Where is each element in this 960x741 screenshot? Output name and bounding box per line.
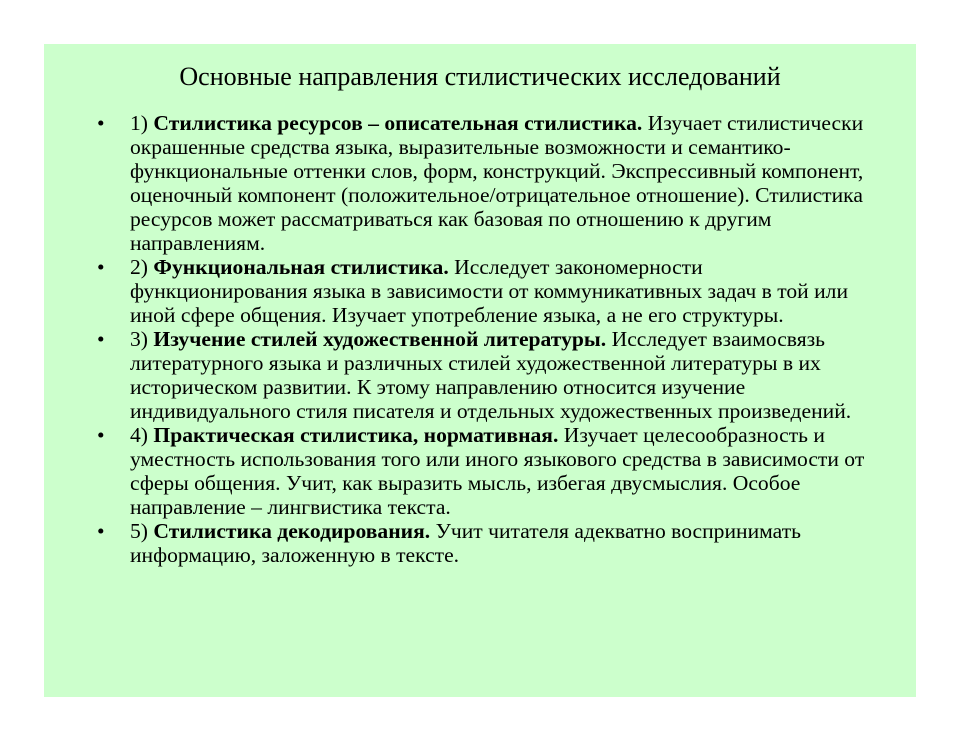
item-number: 4)	[130, 423, 148, 447]
item-heading: Стилистика ресурсов – описательная стилистика.	[153, 111, 643, 135]
item-text: Учит читателя адекватно воспринимать информацию, заложенную в тексте.	[130, 519, 801, 567]
bullet-icon: •	[97, 423, 105, 447]
list-item	[97, 423, 867, 519]
directions-list	[97, 111, 867, 567]
list-item	[97, 327, 867, 423]
item-text: Исследует закономерности функционирования языка в зависимости от коммуникативных задач в той или иной сфере общения. Изучает употребление языка, а не его структуры.	[130, 255, 849, 327]
item-number: 3)	[130, 327, 148, 351]
bullet-icon: •	[97, 519, 105, 543]
item-heading: Изучение стилей художественной литературы.	[153, 327, 607, 351]
item-number: 2)	[130, 255, 148, 279]
item-heading: Стилистика декодирования.	[153, 519, 431, 543]
item-text: Изучает стилистически окрашенные средства языка, выразительные возможности и семантико-функциональные оттенки слов, форм, конструкций. Экспрессивный компонент, оценочный компонент (положительное/отрицательное отношение). Стилистика ресурсов может рассматриваться как базовая по отношению к другим направлениям.	[130, 111, 864, 255]
bullet-icon: •	[97, 327, 105, 351]
list-item	[97, 111, 867, 255]
item-text: Исследует взаимосвязь литературного языка и различных стилей художественной литературы в их историческом развитии. К этому направлению относится изучение индивидуального стиля писателя и отдельных художественных произведений.	[130, 327, 852, 423]
item-number: 1)	[130, 111, 148, 135]
bullet-icon: •	[97, 111, 105, 135]
item-heading: Практическая стилистика, нормативная.	[153, 423, 559, 447]
slide-title: Основные направления стилистических исследований	[179, 62, 781, 91]
item-text: Изучает целесообразность и уместность использования того или иного языкового средства в зависимости от сферы общения. Учит, как выразить мысль, избегая двусмыслия. Особое направление – лингвистика текста.	[130, 423, 865, 519]
list-item	[97, 255, 867, 327]
list-item	[97, 519, 867, 567]
slide	[44, 44, 916, 697]
item-number: 5)	[130, 519, 148, 543]
bullet-icon: •	[97, 255, 105, 279]
item-heading: Функциональная стилистика.	[153, 255, 449, 279]
